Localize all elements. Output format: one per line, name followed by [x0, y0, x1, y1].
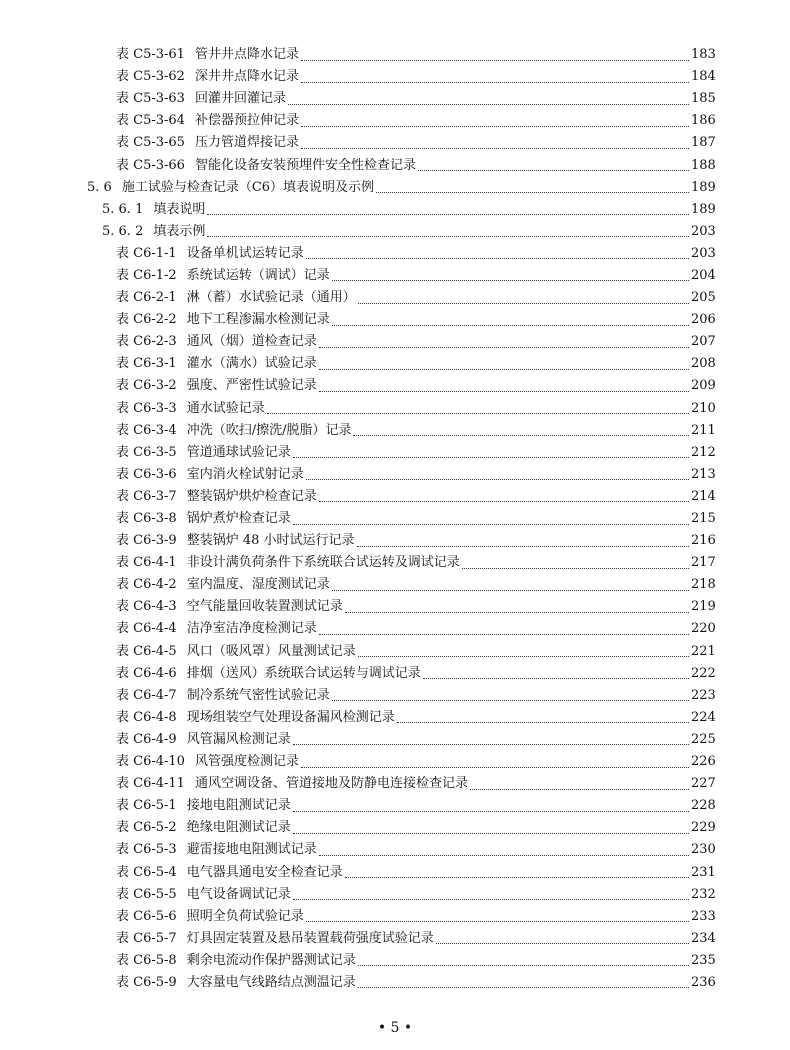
- toc-entry[interactable]: [0, 950, 790, 972]
- toc-leader-dots: [293, 744, 689, 745]
- toc-entry-page: 224: [691, 709, 716, 725]
- toc-entry[interactable]: [0, 88, 790, 110]
- toc-entry-title: 通水试验记录: [186, 400, 265, 416]
- toc-leader-dots: [332, 325, 689, 326]
- toc-leader-dots: [207, 214, 689, 215]
- toc-entry-number: 表 C6-3-9: [116, 533, 177, 549]
- toc-entry-page: 208: [691, 356, 716, 372]
- toc-entry-page: 222: [691, 665, 716, 681]
- toc-entry-title: 空气能量回收装置测试记录: [186, 599, 343, 615]
- toc-entry-title: 系统试运转（调试）记录: [186, 267, 330, 283]
- toc-leader-dots: [345, 612, 689, 613]
- toc-entry-number: 表 C6-4-10: [116, 754, 185, 770]
- toc-entry-page: 235: [691, 952, 716, 968]
- toc-entry-title: 非设计满负荷条件下系统联合试运转及调试记录: [186, 555, 460, 571]
- toc-entry-page: 185: [691, 91, 716, 107]
- toc-leader-dots: [462, 568, 689, 569]
- toc-entry-page: 186: [691, 113, 716, 129]
- toc-entry-number: 5. 6. 1: [102, 201, 144, 217]
- toc-leader-dots: [319, 391, 689, 392]
- toc-entry[interactable]: [0, 486, 790, 508]
- toc-entry-number: 表 C6-3-7: [116, 488, 177, 504]
- toc-entry-number: 表 C6-3-6: [116, 466, 177, 482]
- toc-leader-dots: [418, 170, 689, 171]
- toc-entry-number: 表 C6-5-2: [116, 820, 177, 836]
- toc-entry[interactable]: [0, 685, 790, 707]
- toc-entry-number: 表 C6-3-8: [116, 511, 177, 527]
- toc-entry-page: 216: [691, 533, 716, 549]
- toc-entry-number: 表 C5-3-64: [116, 113, 185, 129]
- toc-entry-page: 187: [691, 135, 716, 151]
- toc-entry[interactable]: [0, 751, 790, 773]
- toc-entry-page: 206: [691, 312, 716, 328]
- toc-entry[interactable]: [0, 707, 790, 729]
- toc-leader-dots: [358, 987, 689, 988]
- toc-entry[interactable]: [0, 795, 790, 817]
- toc-leader-dots: [332, 700, 689, 701]
- toc-leader-dots: [306, 479, 689, 480]
- toc-entry[interactable]: [0, 132, 790, 154]
- toc-entry-title: 回灌井回灌记录: [194, 91, 286, 107]
- toc-entry-page: 189: [691, 179, 716, 195]
- toc-entry-page: 221: [691, 643, 716, 659]
- toc-leader-dots: [301, 60, 689, 61]
- toc-entry[interactable]: [0, 442, 790, 464]
- toc-leader-dots: [357, 546, 690, 547]
- toc-leader-dots: [288, 104, 689, 105]
- toc-entry[interactable]: [0, 508, 790, 530]
- toc-entry-title: 接地电阻测试记录: [186, 798, 291, 814]
- toc-entry-number: 表 C6-5-1: [116, 798, 177, 814]
- toc-leader-dots: [470, 789, 689, 790]
- toc-entry-number: 表 C6-2-2: [116, 312, 177, 328]
- toc-entry[interactable]: [0, 243, 790, 265]
- toc-leader-dots: [301, 148, 689, 149]
- toc-entry-title: 通风空调设备、管道接地及防静电连接检查记录: [194, 776, 468, 792]
- toc-leader-dots: [306, 921, 689, 922]
- toc-entry-title: 整装锅炉烘炉检查记录: [186, 488, 317, 504]
- toc-entry[interactable]: [0, 729, 790, 751]
- toc-entry-title: 风管漏风检测记录: [186, 731, 291, 747]
- toc-entry-title: 设备单机试运转记录: [186, 245, 304, 261]
- toc-leader-dots: [301, 767, 689, 768]
- toc-entry-title: 现场组装空气处理设备漏风检测记录: [186, 709, 395, 725]
- toc-entry[interactable]: [0, 221, 790, 243]
- toc-leader-dots: [293, 811, 689, 812]
- toc-entry[interactable]: [0, 420, 790, 442]
- toc-entry-number: 表 C6-4-3: [116, 599, 177, 615]
- toc-entry[interactable]: [0, 884, 790, 906]
- toc-entry[interactable]: [0, 398, 790, 420]
- toc-leader-dots: [293, 833, 689, 834]
- toc-entry-title: 灌水（满水）试验记录: [186, 356, 317, 372]
- toc-entry-title: 电气器具通电安全检查记录: [186, 864, 343, 880]
- toc-entry-number: 表 C6-4-4: [116, 621, 177, 637]
- toc-entry-number: 表 C6-5-8: [116, 952, 177, 968]
- toc-entry-title: 冲洗（吹扫/擦洗/脱脂）记录: [186, 422, 352, 438]
- toc-entry[interactable]: [0, 574, 790, 596]
- toc-entry-number: 表 C6-5-7: [116, 930, 177, 946]
- toc-entry-number: 表 C6-5-5: [116, 886, 177, 902]
- toc-leader-dots: [423, 678, 689, 679]
- toc-entry-page: 226: [691, 754, 716, 770]
- toc-entry-title: 室内温度、湿度测试记录: [186, 577, 330, 593]
- toc-entry-title: 风口（吸风罩）风量测试记录: [186, 643, 356, 659]
- toc-entry-page: 205: [691, 290, 716, 306]
- toc-entry-page: 211: [691, 422, 716, 438]
- toc-entry-page: 219: [691, 599, 716, 615]
- toc-leader-dots: [332, 280, 689, 281]
- toc-entry-page: 228: [691, 798, 716, 814]
- toc-entry-page: 234: [691, 930, 716, 946]
- toc-entry-page: 188: [691, 157, 716, 173]
- toc-entry-page: 207: [691, 334, 716, 350]
- toc-entry-page: 225: [691, 731, 716, 747]
- toc-entry-number: 表 C5-3-63: [116, 91, 185, 107]
- toc-leader-dots: [319, 369, 689, 370]
- toc-entry[interactable]: [0, 309, 790, 331]
- toc-entry-title: 大容量电气线路结点测温记录: [186, 974, 356, 990]
- toc-entry-page: 217: [691, 555, 716, 571]
- toc-entry-number: 表 C6-3-4: [116, 422, 177, 438]
- toc-entry[interactable]: [0, 552, 790, 574]
- toc-entry-number: 表 C6-4-9: [116, 731, 177, 747]
- toc-entry-number: 表 C6-4-2: [116, 577, 177, 593]
- toc-entry-number: 表 C6-2-3: [116, 334, 177, 350]
- toc-entry-title: 绝缘电阻测试记录: [186, 820, 291, 836]
- toc-entry-number: 表 C5-3-66: [116, 157, 185, 173]
- toc-entry-page: 220: [691, 621, 716, 637]
- toc-entry-page: 229: [691, 820, 716, 836]
- toc-entry-title: 洁净室洁净度检测记录: [186, 621, 317, 637]
- toc-entry-page: 232: [691, 886, 716, 902]
- toc-entry-title: 施工试验与检查记录（C6）填表说明及示例: [121, 179, 375, 195]
- toc-entry-page: 231: [691, 864, 716, 880]
- toc-entry-title: 避雷接地电阻测试记录: [186, 842, 317, 858]
- toc-entry[interactable]: [0, 66, 790, 88]
- toc-entry-title: 灯具固定装置及悬吊装置载荷强度试验记录: [186, 930, 434, 946]
- toc-entry-page: 215: [691, 511, 716, 527]
- toc-leader-dots: [319, 501, 689, 502]
- toc-entry-title: 深井井点降水记录: [194, 69, 299, 85]
- toc-leader-dots: [332, 590, 689, 591]
- toc-entry-title: 排烟（送风）系统联合试运转与调试记录: [186, 665, 421, 681]
- toc-entry-number: 表 C6-1-2: [116, 267, 177, 283]
- toc-entry[interactable]: [0, 44, 790, 66]
- toc-entry[interactable]: [0, 177, 790, 199]
- toc-entry-title: 地下工程渗漏水检测记录: [186, 312, 330, 328]
- toc-leader-dots: [293, 457, 689, 458]
- toc-entry[interactable]: [0, 287, 790, 309]
- toc-entry-page: 189: [691, 201, 716, 217]
- toc-entry[interactable]: [0, 817, 790, 839]
- toc-entry-page: 213: [691, 466, 716, 482]
- toc-entry-number: 表 C6-5-3: [116, 842, 177, 858]
- toc-entry-title: 智能化设备安装预埋件安全性检查记录: [194, 157, 416, 173]
- toc-leader-dots: [397, 722, 689, 723]
- toc-leader-dots: [319, 634, 689, 635]
- toc-entry-number: 表 C6-3-5: [116, 444, 177, 460]
- toc-entry-title: 电气设备调试记录: [186, 886, 291, 902]
- toc-entry-title: 强度、严密性试验记录: [186, 378, 317, 394]
- toc-leader-dots: [358, 303, 689, 304]
- table-of-contents: [0, 44, 790, 994]
- toc-entry[interactable]: [0, 464, 790, 486]
- toc-entry-page: 218: [691, 577, 716, 593]
- toc-leader-dots: [207, 236, 689, 237]
- toc-entry[interactable]: [0, 906, 790, 928]
- toc-entry-number: 表 C6-4-1: [116, 555, 177, 571]
- toc-leader-dots: [358, 656, 689, 657]
- toc-entry-number: 表 C5-3-65: [116, 135, 185, 151]
- toc-entry-page: 210: [691, 400, 716, 416]
- toc-leader-dots: [293, 524, 689, 525]
- toc-entry-title: 填表示例: [153, 223, 206, 239]
- toc-entry-number: 表 C5-3-62: [116, 69, 185, 85]
- toc-leader-dots: [319, 347, 689, 348]
- toc-entry-page: 233: [691, 908, 716, 924]
- toc-entry-page: 203: [691, 245, 716, 261]
- toc-entry-number: 表 C6-4-7: [116, 687, 177, 703]
- toc-entry[interactable]: [0, 375, 790, 397]
- toc-leader-dots: [358, 965, 689, 966]
- toc-entry-number: 表 C6-4-8: [116, 709, 177, 725]
- toc-entry-number: 5. 6. 2: [102, 223, 144, 239]
- toc-entry-title: 整装锅炉 48 小时试运行记录: [186, 533, 355, 549]
- toc-entry-number: 5. 6: [87, 179, 112, 195]
- toc-entry[interactable]: [0, 861, 790, 883]
- toc-entry[interactable]: [0, 353, 790, 375]
- toc-entry-number: 表 C6-5-6: [116, 908, 177, 924]
- toc-entry-page: 212: [691, 444, 716, 460]
- toc-entry-title: 填表说明: [153, 201, 206, 217]
- toc-entry[interactable]: [0, 154, 790, 176]
- toc-entry-number: 表 C5-3-61: [116, 47, 185, 63]
- toc-entry-title: 通风（烟）道检查记录: [186, 334, 317, 350]
- toc-leader-dots: [301, 126, 689, 127]
- toc-leader-dots: [436, 943, 689, 944]
- toc-entry[interactable]: [0, 596, 790, 618]
- toc-entry[interactable]: [0, 199, 790, 221]
- toc-entry[interactable]: [0, 663, 790, 685]
- toc-entry-page: 203: [691, 223, 716, 239]
- toc-entry[interactable]: [0, 530, 790, 552]
- toc-entry[interactable]: [0, 928, 790, 950]
- page-number: • 5 •: [377, 1020, 413, 1036]
- toc-entry-number: 表 C6-3-2: [116, 378, 177, 394]
- toc-entry-page: 236: [691, 974, 716, 990]
- toc-entry-title: 制冷系统气密性试验记录: [186, 687, 330, 703]
- toc-entry-page: 227: [691, 776, 716, 792]
- toc-entry-number: 表 C6-4-5: [116, 643, 177, 659]
- toc-entry-page: 183: [691, 47, 716, 63]
- toc-leader-dots: [306, 258, 689, 259]
- toc-entry[interactable]: [0, 110, 790, 132]
- toc-leader-dots: [319, 855, 689, 856]
- toc-entry-title: 照明全负荷试验记录: [186, 908, 304, 924]
- toc-entry[interactable]: [0, 773, 790, 795]
- toc-entry-page: 209: [691, 378, 716, 394]
- toc-entry[interactable]: [0, 839, 790, 861]
- toc-leader-dots: [301, 82, 689, 83]
- toc-entry[interactable]: [0, 331, 790, 353]
- toc-leader-dots: [267, 413, 689, 414]
- toc-entry[interactable]: [0, 972, 790, 994]
- toc-entry-page: 230: [691, 842, 716, 858]
- toc-entry-title: 剩余电流动作保护器测试记录: [186, 952, 356, 968]
- toc-entry-number: 表 C6-4-11: [116, 776, 185, 792]
- toc-entry-number: 表 C6-5-9: [116, 974, 177, 990]
- toc-entry-title: 锅炉煮炉检查记录: [186, 511, 291, 527]
- toc-entry-number: 表 C6-3-1: [116, 356, 177, 372]
- toc-entry[interactable]: [0, 265, 790, 287]
- toc-entry-title: 补偿器预拉伸记录: [194, 113, 299, 129]
- toc-entry-title: 室内消火栓试射记录: [186, 466, 304, 482]
- toc-entry-number: 表 C6-3-3: [116, 400, 177, 416]
- toc-entry-title: 风管强度检测记录: [194, 754, 299, 770]
- toc-entry-page: 223: [691, 687, 716, 703]
- toc-entry-number: 表 C6-4-6: [116, 665, 177, 681]
- toc-entry-page: 214: [691, 488, 716, 504]
- toc-leader-dots: [293, 899, 689, 900]
- toc-entry-page: 184: [691, 69, 716, 85]
- toc-entry[interactable]: [0, 618, 790, 640]
- toc-leader-dots: [345, 877, 689, 878]
- toc-entry-title: 压力管道焊接记录: [194, 135, 299, 151]
- toc-leader-dots: [376, 192, 689, 193]
- toc-entry-number: 表 C6-5-4: [116, 864, 177, 880]
- toc-entry-title: 淋（蓄）水试验记录（通用）: [186, 290, 356, 306]
- toc-entry-title: 管井井点降水记录: [194, 47, 299, 63]
- toc-entry-page: 204: [691, 267, 716, 283]
- toc-entry-title: 管道通球试验记录: [186, 444, 291, 460]
- toc-entry-number: 表 C6-2-1: [116, 290, 177, 306]
- toc-entry-number: 表 C6-1-1: [116, 245, 177, 261]
- toc-entry[interactable]: [0, 641, 790, 663]
- toc-leader-dots: [353, 435, 689, 436]
